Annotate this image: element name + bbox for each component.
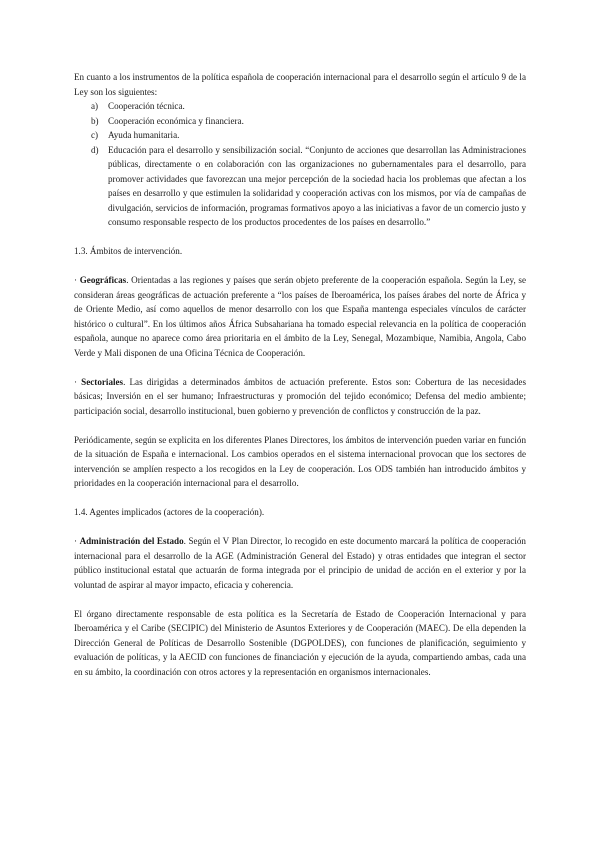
administracion-text: . Según el V Plan Director, lo recogido en este documento marcará la política de cooperación internacional para el desarrollo de la AGE (Administración General del Estado) y otras entidades que integran el sector público institucional estatal que actuarán de forma integrada por el principio de unidad de acción en el exterior y por la voluntad de aspirar al mayor impacto, eficacia y coherencia. [74, 536, 526, 590]
periodic-paragraph: Periódicamente, según se explicita en los diferentes Planes Directores, los ámbitos de intervención pueden variar en función de la situación de España e internacional. Los cambios operados en el sistema internacional provocan que los sectores de intervención se amplíen respecto a los recogidos en la Ley de cooperación. Los ODS también han introducido ámbitos y prioridades en la cooperación internacional para el desarrollo. [74, 434, 526, 488]
sectoriales-text: . Las dirigidas a determinados ámbitos de actuación preferente. Estos son: Cobertura de las necesidades básicas; Inversión en el ser humano; Infraestructuras y promoción del tejido económico; Defensa del medio ambiente; participación social, desarrollo institucional, buen gobierno y prevención de conflictos y construcción de la paz. [74, 376, 526, 416]
list-item-text: Cooperación económica y financiera. [108, 115, 244, 126]
bullet: · [74, 275, 80, 285]
sectoriales-term: Sectoriales [81, 376, 124, 387]
list-marker: b) [91, 115, 99, 126]
list-item-text: Cooperación técnica. [108, 101, 185, 111]
list-item [74, 128, 526, 143]
list-marker: d) [91, 144, 99, 155]
administracion-paragraph [74, 534, 526, 592]
geograficas-paragraph [74, 273, 526, 360]
list-marker: a) [91, 101, 99, 111]
bullet: · [74, 536, 80, 546]
list-marker: c) [91, 130, 99, 140]
geograficas-term: Geográficas [79, 275, 127, 285]
list-item-text: Educación para el desarrollo y sensibilización social. “Conjunto de acciones que desarrollan las Administraciones públicas, directamente o en colaboración con las organizaciones no gubernamentales para el desarrollo, para promover actividades que favorezcan una mejor percepción de la sociedad hacia los problemas que afectan a los países en desarrollo y que estimulen la solidaridad y cooperación activas con los mismos, por vía de campañas de divulgación, servicios de información, programas formativos apoyo a las iniciativas a favor de un comercio justo y consumo responsable respecto de los productos procedentes de los países en desarrollo.” [108, 144, 526, 227]
document-page [74, 70, 526, 679]
sectoriales-paragraph [74, 375, 526, 419]
list-item [74, 99, 526, 114]
list-item [74, 143, 526, 230]
intro-paragraph: En cuanto a los instrumentos de la política española de cooperación internacional para el desarrollo según el artículo 9 de la Ley son los siguientes: [74, 72, 526, 97]
section-heading-1-4: 1.4. Agentes implicados (actores de la cooperación). [74, 507, 265, 517]
bullet: · [74, 376, 82, 387]
section-heading-1-3: 1.3. Ámbitos de intervención. [74, 246, 183, 256]
administracion-term: Administración del Estado [79, 536, 184, 546]
geograficas-text: . Orientadas a las regiones y países que serán objeto preferente de la cooperación española. Según la Ley, se consideran áreas geográficas de actuación preferente a “los países de Iberoamérica, los países árabes del norte de África y de Oriente Medio, así como aquellos de menor desarrollo con los que España mantenga especiales vínculos de carácter histórico o cultural”. En los últimos años África Subsahariana ha tomado especial relevancia en la política de cooperación española, aunque no aparece como área prioritaria en el ámbito de la Ley, Senegal, Mozambique, Namibia, Angola, Cabo Verde y Mali disponen de una Oficina Técnica de Cooperación. [74, 275, 526, 358]
list-item-text: Ayuda humanitaria. [108, 130, 180, 140]
instruments-list [74, 99, 526, 230]
list-item [74, 114, 526, 129]
organo-paragraph: El órgano directamente responsable de esta política es la Secretaría de Estado de Cooperación Internacional y para Iberoamérica y el Caribe (SECIPIC) del Ministerio de Asuntos Exteriores y de Cooperación (MAEC). De ella dependen la Dirección General de Políticas de Desarrollo Sostenible (DGPOLDES), con funciones de planificación, seguimiento y evaluación de políticas, y la AECID con funciones de financiación y ejecución de la ayuda, compartiendo ambas, cada una en su ámbito, la coordinación con otros actores y la representación en organismos internacionales. [74, 608, 526, 677]
